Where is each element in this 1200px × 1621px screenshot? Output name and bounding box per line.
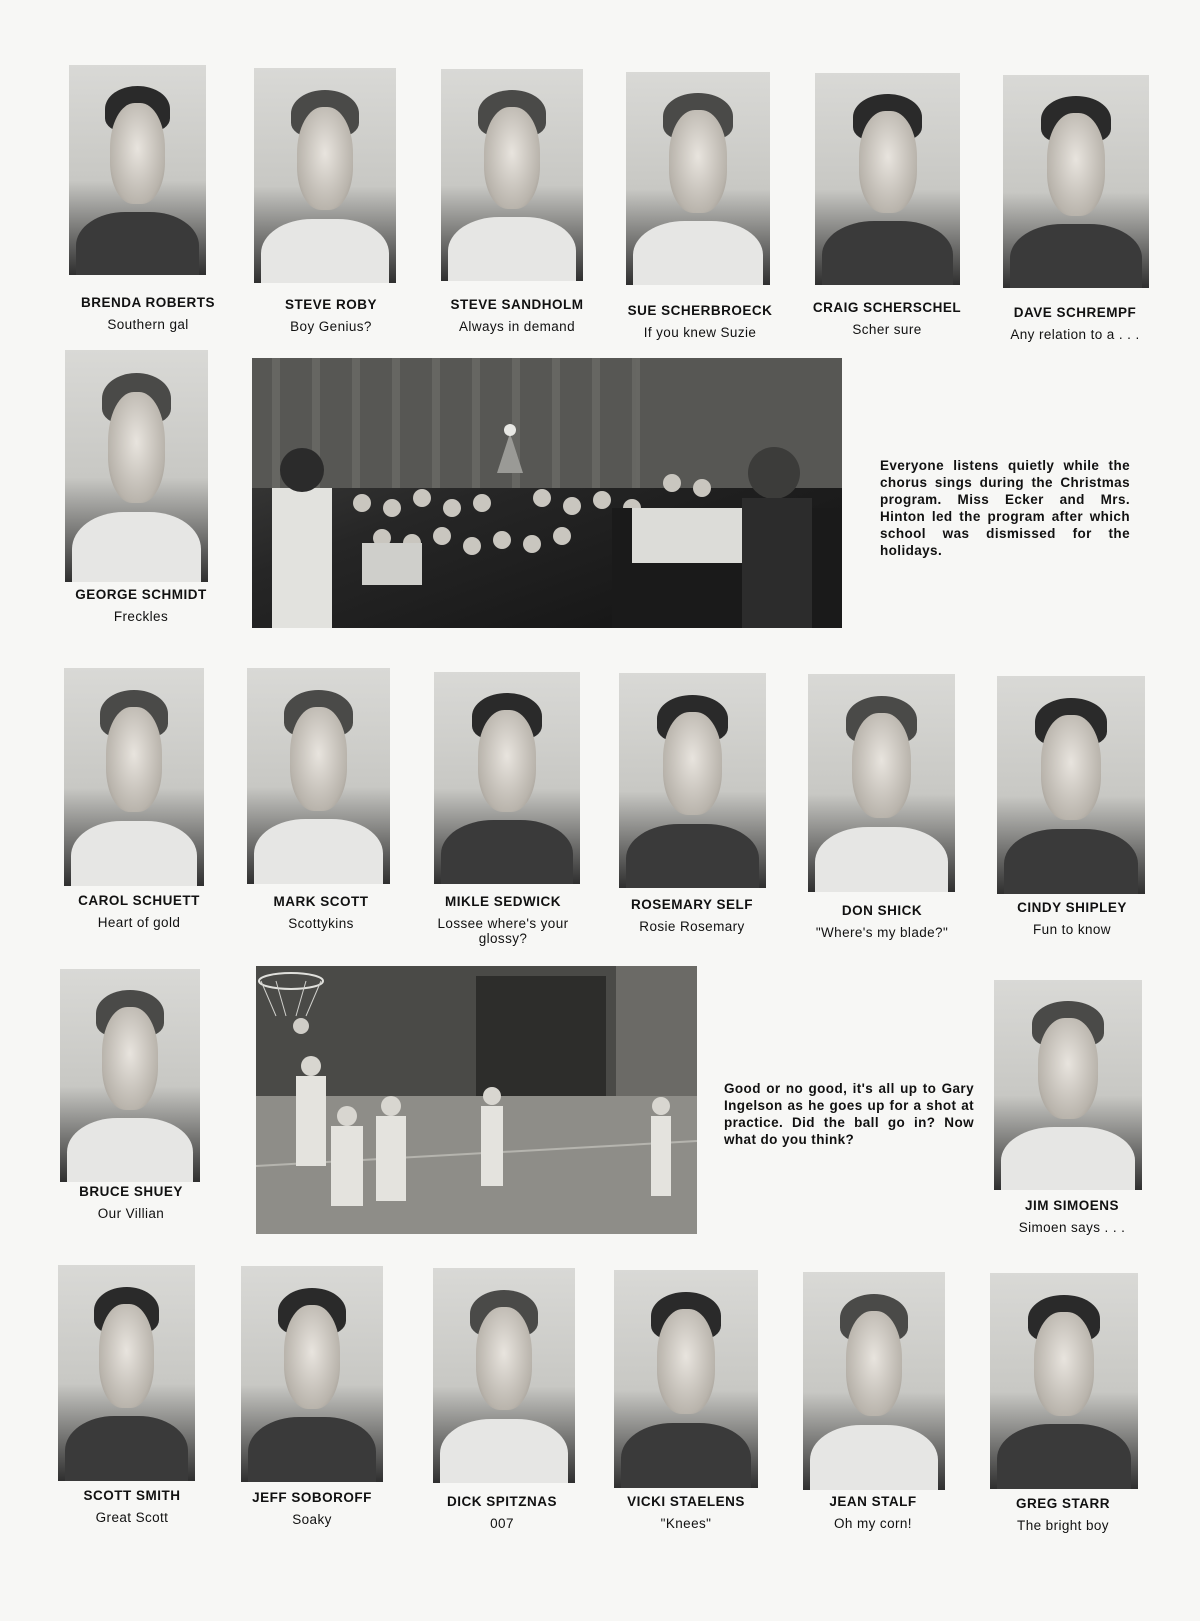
portrait-photo	[58, 1265, 195, 1481]
portrait-photo	[815, 73, 960, 285]
portrait-photo	[254, 68, 396, 283]
student-quote: Scher sure	[852, 322, 922, 337]
student-name: BRENDA ROBERTS	[80, 295, 215, 310]
portrait-photo	[997, 676, 1145, 894]
portrait-photo	[434, 672, 580, 884]
student-name: GREG STARR	[1015, 1496, 1110, 1511]
portrait-photo	[808, 674, 955, 892]
portrait-photo	[441, 69, 583, 281]
student-name: BRUCE SHUEY	[79, 1184, 183, 1199]
portrait-photo	[433, 1268, 575, 1483]
student-quote: Oh my corn!	[834, 1516, 912, 1531]
basketball-practice-photo	[256, 966, 697, 1234]
portrait-photo	[247, 668, 390, 884]
student-name: DAVE SCHREMPF	[1013, 305, 1137, 320]
student-quote: Freckles	[113, 609, 169, 624]
student-quote: The bright boy	[1017, 1518, 1109, 1533]
portrait-photo	[69, 65, 206, 275]
student-name: ROSEMARY SELF	[630, 897, 753, 912]
basketball-caption: Good or no good, it's all up to Gary Ingelson as he goes up for a shot at practice. Did the ball go in? Now what do you think?	[724, 1081, 974, 1147]
student-quote: Scottykins	[288, 916, 354, 931]
student-name: GEORGE SCHMIDT	[75, 587, 207, 602]
student-quote: Rosie Rosemary	[639, 919, 745, 934]
student-name: STEVE SANDHOLM	[450, 297, 584, 312]
portrait-photo	[994, 980, 1142, 1190]
student-quote: "Knees"	[660, 1516, 712, 1531]
student-quote: 007	[490, 1516, 514, 1531]
student-name: DON SHICK	[841, 903, 923, 918]
student-name: JIM SIMOENS	[1024, 1198, 1119, 1213]
student-name: SCOTT SMITH	[83, 1488, 181, 1503]
student-name: DICK SPITZNAS	[446, 1494, 557, 1509]
christmas-caption: Everyone listens quietly while the chorus sings during the Christmas program. Miss Ecker and Mrs. Hinton led the program after which school was dismissed for the holidays.	[880, 458, 1130, 558]
student-name: MIKLE SEDWICK	[445, 894, 561, 909]
portrait-photo	[64, 668, 204, 886]
portrait-photo	[626, 72, 770, 285]
student-name: CRAIG SCHERSCHEL	[812, 300, 962, 315]
student-name: CAROL SCHUETT	[78, 893, 200, 908]
chorus-scene-graphic	[252, 358, 842, 628]
student-quote: Our Villian	[97, 1206, 165, 1221]
student-quote: Simoen says . . .	[1018, 1220, 1126, 1235]
student-quote: Any relation to a . . .	[1010, 327, 1140, 342]
portrait-photo	[1003, 75, 1149, 288]
christmas-chorus-photo	[252, 358, 842, 628]
student-quote: Great Scott	[95, 1510, 169, 1525]
student-name: STEVE ROBY	[284, 297, 378, 312]
student-quote: Southern gal	[107, 317, 189, 332]
student-quote: If you knew Suzie	[643, 325, 757, 340]
student-quote: Boy Genius?	[290, 319, 372, 334]
portrait-photo	[990, 1273, 1138, 1489]
student-quote: "Where's my blade?"	[815, 925, 949, 940]
student-name: JEFF SOBOROFF	[252, 1490, 372, 1505]
student-quote: Lossee where's your glossy?	[437, 916, 569, 946]
portrait-photo	[241, 1266, 383, 1482]
student-name: VICKI STAELENS	[627, 1494, 745, 1509]
student-quote: Heart of gold	[97, 915, 181, 930]
student-name: JEAN STALF	[829, 1494, 917, 1509]
portrait-photo	[60, 969, 200, 1182]
portrait-photo	[614, 1270, 758, 1488]
gym-scene-graphic	[256, 966, 697, 1234]
student-name: MARK SCOTT	[273, 894, 369, 909]
portrait-photo	[619, 673, 766, 888]
student-quote: Fun to know	[1033, 922, 1111, 937]
portrait-photo	[65, 350, 208, 582]
student-name: CINDY SHIPLEY	[1017, 900, 1127, 915]
student-name: SUE SCHERBROECK	[627, 303, 773, 318]
student-quote: Soaky	[292, 1512, 332, 1527]
portrait-photo	[803, 1272, 945, 1490]
student-quote: Always in demand	[459, 319, 575, 334]
